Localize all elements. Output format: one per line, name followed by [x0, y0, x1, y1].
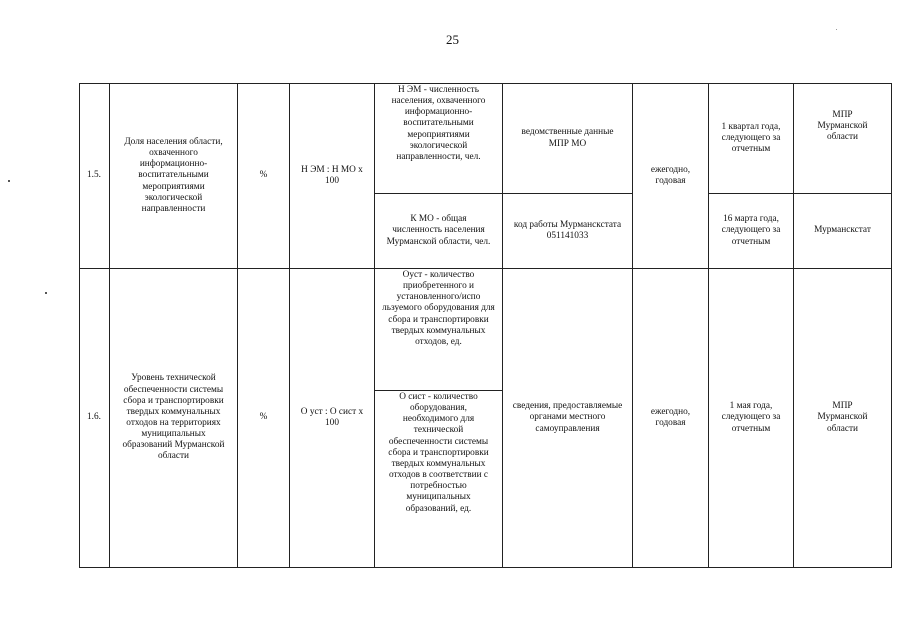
indicators-table — [79, 83, 892, 568]
periodicity-cell: ежегодно, годовая — [633, 269, 709, 568]
formula-cell: О уст : О сист х 100 — [290, 269, 375, 568]
margin-mark — [45, 292, 47, 294]
unit-cell: % — [238, 84, 290, 269]
row-number: 1.6. — [80, 269, 110, 568]
table-row-1-5 — [80, 84, 892, 194]
page-number: 25 — [446, 32, 459, 47]
component-definition: О сист - количество оборудования, необходимого для технической обеспеченности системы сбора и транспортировки твердых коммунальных отходов в соответствии с потребностью муниципальных образований, ед. — [375, 391, 503, 568]
margin-mark — [836, 29, 837, 30]
data-source: ведомственные данные МПР МО — [503, 84, 633, 194]
margin-mark — [8, 180, 10, 182]
row-number: 1.5. — [80, 84, 110, 269]
unit-cell: % — [238, 269, 290, 568]
periodicity-cell: ежегодно, годовая — [633, 84, 709, 269]
deadline-cell: 1 квартал года, следующего за отчетным — [709, 84, 794, 194]
indicator-name: Доля населения области, охваченного информационно-воспитательными мероприятиями экологической направленности — [110, 84, 238, 269]
component-definition: Оуст - количество приобретенного и установленного/испо льзуемого оборудования для сбора и транспортировки твердых коммунальных отходов, ед. — [375, 269, 503, 391]
responsible-cell: МПР Мурманской области — [794, 269, 892, 568]
indicator-name: Уровень технической обеспеченности системы сбора и транспортировки твердых коммунальных отходов на территориях муниципальных образований Мурманской области — [110, 269, 238, 568]
responsible-cell: МПР Мурманской области — [794, 84, 892, 194]
formula-cell: Н ЭМ : Н МО х 100 — [290, 84, 375, 269]
data-source: код работы Мурманскстата 051141033 — [503, 194, 633, 269]
component-definition: К МО - общая численность населения Мурманской области, чел. — [375, 194, 503, 269]
deadline-cell: 16 марта года, следующего за отчетным — [709, 194, 794, 269]
component-definition: Н ЭМ - численность населения, охваченного информационно-воспитательными мероприятиями экологической направленности, чел. — [375, 84, 503, 194]
responsible-cell: Мурманскстат — [794, 194, 892, 269]
deadline-cell: 1 мая года, следующего за отчетным — [709, 269, 794, 568]
data-source: сведения, предоставляемые органами местного самоуправления — [503, 269, 633, 568]
table-row-1-6 — [80, 269, 892, 391]
